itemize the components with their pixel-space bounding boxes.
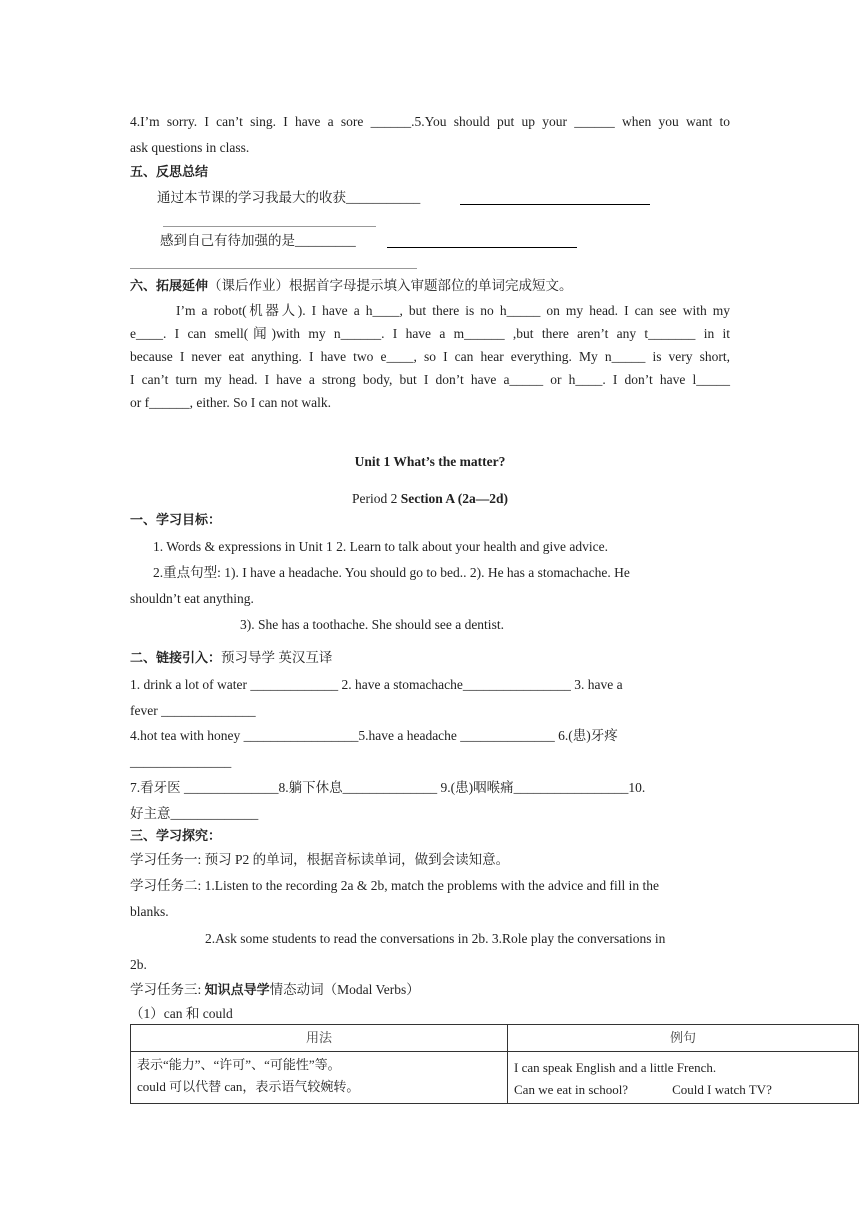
period-title: Period 2 Section A (2a—2d): [351, 491, 508, 506]
answer-line: [130, 268, 417, 269]
goals-heading: 一、学习目标：: [130, 513, 222, 528]
passage-line: or f______, either. So I can not walk.: [130, 395, 331, 410]
subsection-can-could: （1）can 和 could: [130, 1006, 233, 1021]
table-row: [131, 1025, 859, 1052]
table-header-usage: 用法: [131, 1025, 508, 1052]
answer-line: [163, 226, 376, 227]
task-line: 学习任务二: 1.Listen to the recording 2a & 2b, match the problems with the advice and fill in the: [130, 878, 660, 893]
goal-line: 2.重点句型: 1). I have a headache. You should go to bed.. 2). He has a stomachache. He: [153, 565, 630, 580]
goal-line: shouldn’t eat anything.: [130, 591, 254, 606]
translate-row: 7.看牙医 ______________8.躺下休息______________ 9.(患)咽喉痛_________________10.: [130, 780, 646, 795]
unit-title: Unit 1 What’s the matter?: [354, 454, 506, 469]
task-line: blanks.: [130, 904, 169, 919]
passage-line: I can’t turn my head. I have a strong body, but I don’t have a_____ or h____. I don’t have l_____: [130, 372, 730, 387]
task-line: 2b.: [130, 957, 147, 972]
answer-line: [387, 247, 577, 248]
section-6-heading: 六、拓展延伸（课后作业）根据首字母提示填入审题部位的单词完成短文。: [130, 278, 573, 294]
intro-heading: 二、链接引入：预习导学 英汉互译: [130, 650, 333, 666]
reflection-improve: 感到自己有待加强的是_________: [160, 233, 356, 248]
reflection-gain: 通过本节课的学习我最大的收获___________: [157, 190, 421, 205]
translate-row: 好主意_____________: [130, 806, 259, 821]
table-row: [131, 1052, 859, 1104]
translate-row: 1. drink a lot of water _____________ 2. have a stomachache________________ 3. have a: [130, 677, 623, 692]
goal-line: 3). She has a toothache. She should see a dentist.: [240, 617, 504, 632]
answer-line: [460, 204, 650, 205]
passage-line: e____. I can smell(闻)with my n______. I have a m______ ,but there aren’t any t_______ in it: [130, 326, 730, 341]
table-cell-usage: 表示“能力”、“许可”、“可能性”等。 could 可以代替 can，表示语气较婉转。: [131, 1052, 508, 1104]
passage-line: I’m a robot(机器人). I have a h____, but there is no h_____ on my head. I can see with my: [176, 303, 730, 318]
table-header-example: 例句: [508, 1025, 859, 1052]
passage-line: because I never eat anything. I have two e____, so I can hear everything. My n_____ is very short,: [130, 349, 730, 364]
exercise-line-5-cont: ask questions in class.: [130, 140, 250, 155]
explore-heading: 三、学习探究：: [130, 829, 222, 844]
task-line: 学习任务一: 预习 P2 的单词，根据音标读单词，做到会读知意。: [130, 852, 510, 867]
modal-verbs-table: [130, 1024, 859, 1104]
table-cell-example: I can speak English and a little French. Can we eat in school? Could I watch TV?: [508, 1052, 859, 1104]
translate-row: _______________: [130, 754, 232, 769]
translate-row: 4.hot tea with honey _________________5.have a headache ______________ 6.(患)牙疼: [130, 728, 618, 743]
exercise-line-4-5: 4.I’m sorry. I can’t sing. I have a sore ______.5.You should put up your ______ when you want to: [130, 114, 730, 129]
task-line: 2.Ask some students to read the conversations in 2b. 3.Role play the conversations in: [205, 931, 666, 946]
translate-row: fever ______________: [130, 703, 256, 718]
section-5-heading: 五、反思总结: [130, 165, 209, 180]
task-line: 学习任务三: 知识点导学情态动词（Modal Verbs）: [130, 982, 420, 998]
goal-line: 1. Words & expressions in Unit 1 2. Learn to talk about your health and give advice.: [153, 539, 608, 554]
